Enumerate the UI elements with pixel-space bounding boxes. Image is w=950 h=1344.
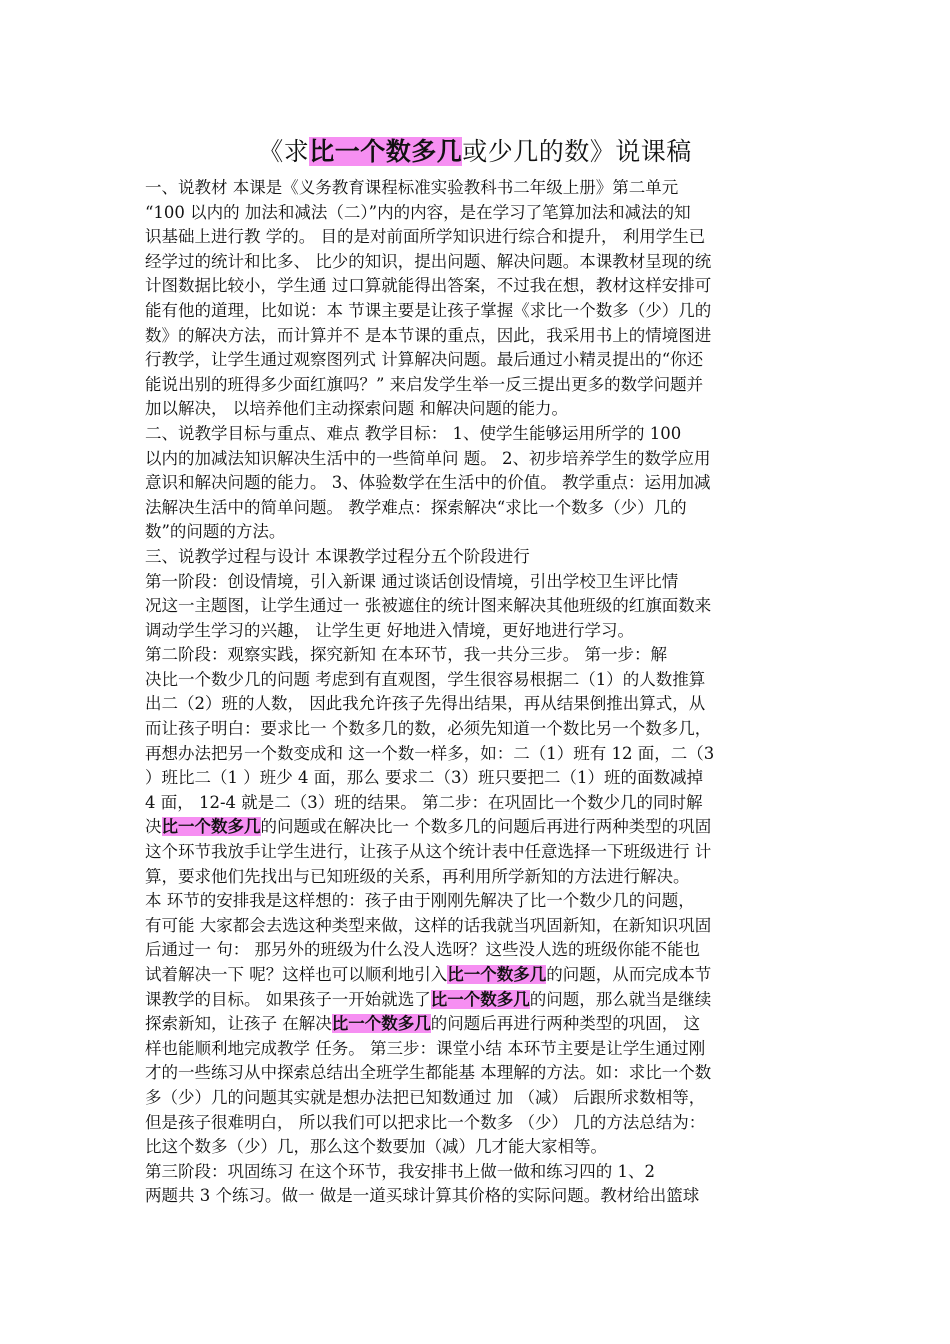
- text-segment: 而让孩子明白：要求比一 个数多几的数，必须先知道一个数比另一个数多几，: [145, 719, 712, 739]
- text-segment: 探索新知，让孩子 在解决: [145, 1014, 332, 1034]
- highlighted-phrase: 比一个数多几: [331, 1014, 431, 1034]
- text-line: [145, 397, 810, 422]
- document-body: [145, 176, 810, 1209]
- text-line: [145, 570, 810, 595]
- text-line: [145, 176, 810, 201]
- text-segment: 这个环节我放手让学生进行，让孩子从这个统计表中任意选择一下班级进行 计: [145, 842, 712, 862]
- document-title: [0, 134, 950, 170]
- text-segment: 意识和解决问题的能力。 3、体验数学在生活中的价值。 教学重点：运用加减: [145, 473, 711, 493]
- text-segment: 能有他的道理，比如说：本 节课主要是让孩子掌握《求比一个数多（少）几的: [145, 300, 712, 320]
- highlighted-phrase: 比一个数多几: [447, 965, 547, 984]
- text-segment: 能说出别的班得多少面红旗吗？” 来启发学生举一反三提出更多的数学问题并: [145, 374, 704, 394]
- text-line: [145, 815, 810, 840]
- text-segment: 加以解决， 以培养他们主动探索问题 和解决问题的能力。: [145, 399, 568, 419]
- text-segment: 行教学，让学生通过观察图列式 计算解决问题。最后通过小精灵提出的“你还: [145, 350, 704, 370]
- text-segment: ）班比二（1 ）班少 4 面，那么 要求二（3）班只要把二（1）班的面数减掉: [145, 768, 703, 788]
- text-segment: 二、说教学目标与重点、难点 教学目标： 1、使学生能够运用所学的 100: [145, 423, 682, 443]
- text-line: [145, 963, 810, 988]
- text-segment: 法解决生活中的简单问题。 教学难点：探索解决“求比一个数多（少）几的: [145, 497, 687, 517]
- text-line: [145, 373, 810, 398]
- text-line: [145, 742, 810, 767]
- text-segment: 课教学的目标。 如果孩子一开始就选了: [145, 989, 431, 1009]
- text-segment: 出二（2）班的人数， 因此我允许孩子先得出结果，再从结果倒推出算式，从: [145, 694, 706, 714]
- text-line: [145, 791, 810, 816]
- text-line: [145, 447, 810, 472]
- text-segment: 试着解决一下 呢？这样也可以顺利地引入: [145, 965, 448, 984]
- text-line: [145, 471, 810, 496]
- text-line: [145, 643, 810, 668]
- text-line: [145, 225, 810, 250]
- text-line: [145, 619, 810, 644]
- text-line: [145, 594, 810, 619]
- text-segment: 的问题，从而完成本节: [546, 965, 712, 984]
- text-segment: 第一阶段：创设情境，引入新课 通过谈话创设情境，引出学校卫生评比情: [145, 571, 679, 591]
- text-segment: 4 面， 12-4 就是二（3）班的结果。 第二步：在巩固比一个数少几的同时解: [145, 792, 703, 812]
- text-segment: 多（少）几的问题其实就是想办法把已知数通过 加 （减） 后跟所求数相等，: [145, 1087, 706, 1107]
- text-segment: 况这一主题图，让学生通过一 张被遮住的统计图来解决其他班级的红旗面数来: [145, 596, 712, 616]
- text-segment: “100 以内的 加法和减法（二）”内的内容，是在学习了笔算加法和减法的知: [145, 202, 691, 222]
- text-line: [145, 1037, 810, 1062]
- text-line: [145, 1135, 810, 1160]
- text-segment: 有可能 大家都会去选这种类型来做，这样的话我就当巩固新知，在新知识巩固: [145, 915, 712, 935]
- text-segment: 三、说教学过程与设计 本课教学过程分五个阶段进行: [145, 546, 530, 566]
- text-segment: 以内的加减法知识解决生活中的一些简单问 题。 2、初步培养学生的数学应用: [145, 448, 711, 468]
- text-line: [145, 422, 810, 447]
- text-line: [145, 1061, 810, 1086]
- text-line: [145, 274, 810, 299]
- text-line: [145, 692, 810, 717]
- text-line: [145, 766, 810, 791]
- text-line: [145, 840, 810, 865]
- text-line: [145, 250, 810, 275]
- text-line: [145, 865, 810, 890]
- text-line: [145, 717, 810, 742]
- text-line: [145, 1111, 810, 1136]
- text-segment: 后通过一 句： 那另外的班级为什么没人选呀？这些没人选的班级你能不能也: [145, 940, 700, 960]
- text-line: [145, 496, 810, 521]
- text-segment: 再想办法把另一个数变成和 这一个数一样多，如：二（1）班有 12 面，二（3: [145, 743, 715, 763]
- title-highlight: 比一个数多几: [309, 137, 463, 166]
- text-line: [145, 668, 810, 693]
- title-part: 或少几的数》说课稿: [462, 137, 692, 166]
- text-segment: 两题共 3 个练习。做一 做是一道买球计算其价格的实际问题。教材给出篮球: [145, 1186, 700, 1206]
- text-segment: 算，要求他们先找出与已知班级的关系，再利用所学新知的方法进行解决。: [145, 866, 690, 886]
- text-segment: 的问题或在解决比一 个数多几的问题后再进行两种类型的巩固: [260, 817, 712, 837]
- text-segment: 第二阶段：观察实践，探究新知 在本环节，我一共分三步。 第一步：解: [145, 645, 667, 665]
- text-segment: 数》的解决方法，而计算并不 是本节课的重点，因此，我采用书上的情境图进: [145, 325, 712, 345]
- text-line: [145, 520, 810, 545]
- text-line: [145, 1160, 810, 1185]
- text-line: [145, 1012, 810, 1037]
- text-line: [145, 324, 810, 349]
- text-segment: 的问题，那么就当是继续: [529, 989, 712, 1009]
- text-segment: 调动学生学习的兴趣， 让学生更 好地进入情境，更好地进行学习。: [145, 620, 634, 640]
- text-segment: 决: [145, 817, 162, 837]
- text-segment: 的问题后再进行两种类型的巩固， 这: [430, 1014, 700, 1034]
- text-line: [145, 889, 810, 914]
- highlighted-phrase: 比一个数多几: [161, 817, 261, 837]
- text-line: [145, 988, 810, 1013]
- text-segment: 第三阶段：巩固练习 在这个环节，我安排书上做一做和练习四的 1、2: [145, 1161, 655, 1181]
- text-line: [145, 938, 810, 963]
- title-part: 《求: [258, 137, 310, 166]
- text-segment: 决比一个数少几的问题 考虑到有直观图，学生很容易根据二（1）的人数推算: [145, 669, 706, 689]
- text-line: [145, 1086, 810, 1111]
- text-segment: 样也能顺利地完成教学 任务。 第三步：课堂小结 本环节主要是让学生通过刚: [145, 1038, 706, 1058]
- text-line: [145, 201, 810, 226]
- text-line: [145, 299, 810, 324]
- text-line: [145, 348, 810, 373]
- text-segment: 计图数据比较小，学生通 过口算就能得出答案，不过我在想，教材这样安排可: [145, 276, 712, 296]
- text-segment: 一、说教材 本课是《义务教育课程标准实验教科书二年级上册》第二单元: [145, 178, 679, 197]
- text-line: [145, 1184, 810, 1209]
- text-line: [145, 914, 810, 939]
- highlighted-phrase: 比一个数多几: [430, 989, 530, 1009]
- text-segment: 识基础上进行教 学的。 目的是对前面所学知识进行综合和提升， 利用学生已: [145, 227, 706, 247]
- text-line: [145, 545, 810, 570]
- text-segment: 比这个数多（少）几，那么这个数要加（减）几才能大家相等。: [145, 1137, 607, 1157]
- text-segment: 但是孩子很难明白， 所以我们可以把求比一个数多 （少） 几的方法总结为：: [145, 1112, 706, 1132]
- text-segment: 本 环节的安排我是这样想的：孩子由于刚刚先解决了比一个数少几的问题，: [145, 891, 695, 911]
- text-segment: 经学过的统计和比多、 比少的知识，提出问题、解决问题。本课教材呈现的统: [145, 251, 712, 271]
- text-segment: 才的一些练习从中探索总结出全班学生都能基 本理解的方法。如：求比一个数: [145, 1063, 712, 1083]
- text-segment: 数”的问题的方法。: [145, 522, 286, 542]
